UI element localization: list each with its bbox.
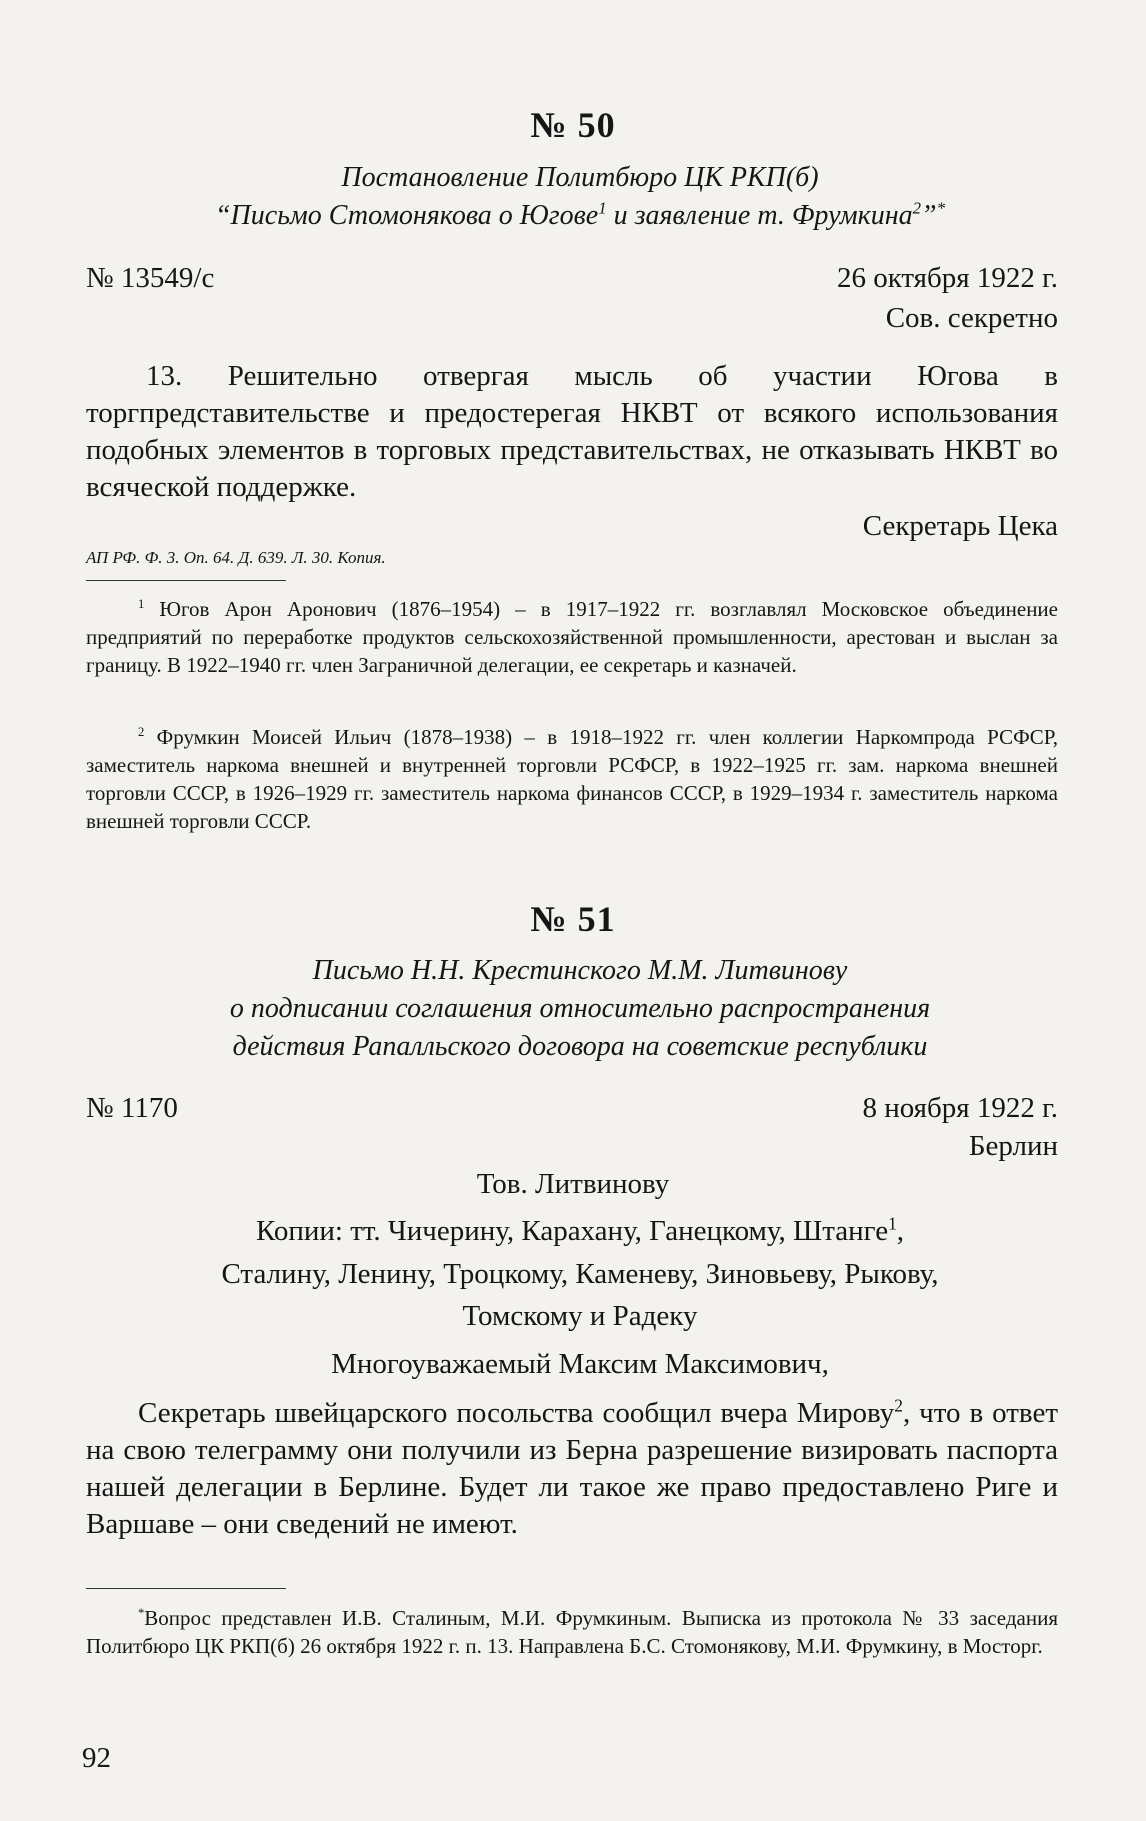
doc51-body: Секретарь швейцарского посольства сообщил вчера Мирову$^2$, что в ответ на свою телеграмму они получили из Берна разрешение визировать паспорта нашей делегации в Берлине. Будет ли такое же право предоставлено Риге и Варшаве – они сведений не имеют. — [86, 1395, 1058, 1540]
bottom-footnote-divider — [86, 1588, 286, 1589]
doc51-title-line1: Письмо Н.Н. Крестинского М.М. Литвинову — [312, 955, 848, 986]
doc50-classification: Сов. секретно — [885, 302, 1058, 334]
doc51-title-line2: о подписании соглашения относительно распространения — [229, 993, 931, 1024]
doc51-copies-line3: Томскому и Радеку — [462, 1300, 698, 1332]
doc50-number: № 50 — [530, 105, 616, 145]
footnote-divider — [86, 580, 286, 581]
doc51-greeting: Многоуважаемый Максим Максимович, — [331, 1348, 829, 1380]
doc50-title-line2: “Письмо Стомонякова о Югове$^1$ и заявление т. Фрумкина$^2$”* — [214, 198, 946, 231]
doc50-signature: Секретарь Цека — [862, 510, 1058, 542]
doc50-footnote-2: $^2$ Фрумкин Моисей Ильич (1878–1938) – в 1918–1922 гг. член коллегии Наркомпрода РСФСР, заместитель наркома внешней и внутренней торговли РСФСР, в 1922–1925 гг. зам. наркома внешней торговли СССР, в 1926–1929 гг. заместитель наркома финансов СССР, в 1929–1934 г. заместитель наркома внешней торговли СССР. — [86, 725, 1059, 833]
doc50-date: 26 октября 1922 г. — [836, 262, 1058, 294]
bottom-footnote: *Вопрос представлен И.В. Сталиным, М.И. Фрумкиным. Выписка из протокола № 33 заседания Политбюро ЦК РКП(б) 26 октября 1922 г. п. 13. Направлена Б.С. Стомонякову, М.И. Фрумкину, в Мосторг. — [86, 1606, 1058, 1658]
doc51-reg-number: № 1170 — [86, 1092, 178, 1124]
page-number: 92 — [82, 1742, 111, 1774]
doc50-reg-number: № 13549/с — [86, 262, 215, 294]
doc51-title-line3: действия Рапалльского договора на советские республики — [232, 1031, 928, 1062]
doc51-number: № 51 — [530, 899, 616, 939]
doc50-footnote-1: $^1$ Югов Арон Аронович (1876–1954) – в 1917–1922 гг. возглавлял Московское объединение предприятий по переработке продуктов сельскохозяйственной промышленности, арестован и выслан за границу. В 1922–1940 гг. член Заграничной делегации, ее секретарь и казначей. — [86, 597, 1058, 677]
doc51-copies-line1: Копии: тт. Чичерину, Карахану, Ганецкому, Штанге$^1$, — [255, 1213, 905, 1247]
doc50-body: 13. Решительно отвергая мысль об участии Югова в торгпредставительстве и предостерегая НКВТ от всякого использования подобных элементов в торговых представительствах, не отказывать НКВТ во всяческой поддержке. — [86, 360, 1058, 503]
doc51-copies-line2: Сталину, Ленину, Троцкому, Каменеву, Зиновьеву, Рыкову, — [221, 1258, 939, 1290]
doc51-place: Берлин — [968, 1130, 1058, 1162]
doc51-addressee: Тов. Литвинову — [476, 1168, 670, 1200]
doc50-archive-source: АП РФ. Ф. 3. Оп. 64. Д. 639. Л. 30. Копия. — [86, 548, 386, 567]
doc50-title-line1: Постановление Политбюро ЦК РКП(б) — [341, 162, 819, 193]
doc51-date: 8 ноября 1922 г. — [862, 1092, 1058, 1124]
